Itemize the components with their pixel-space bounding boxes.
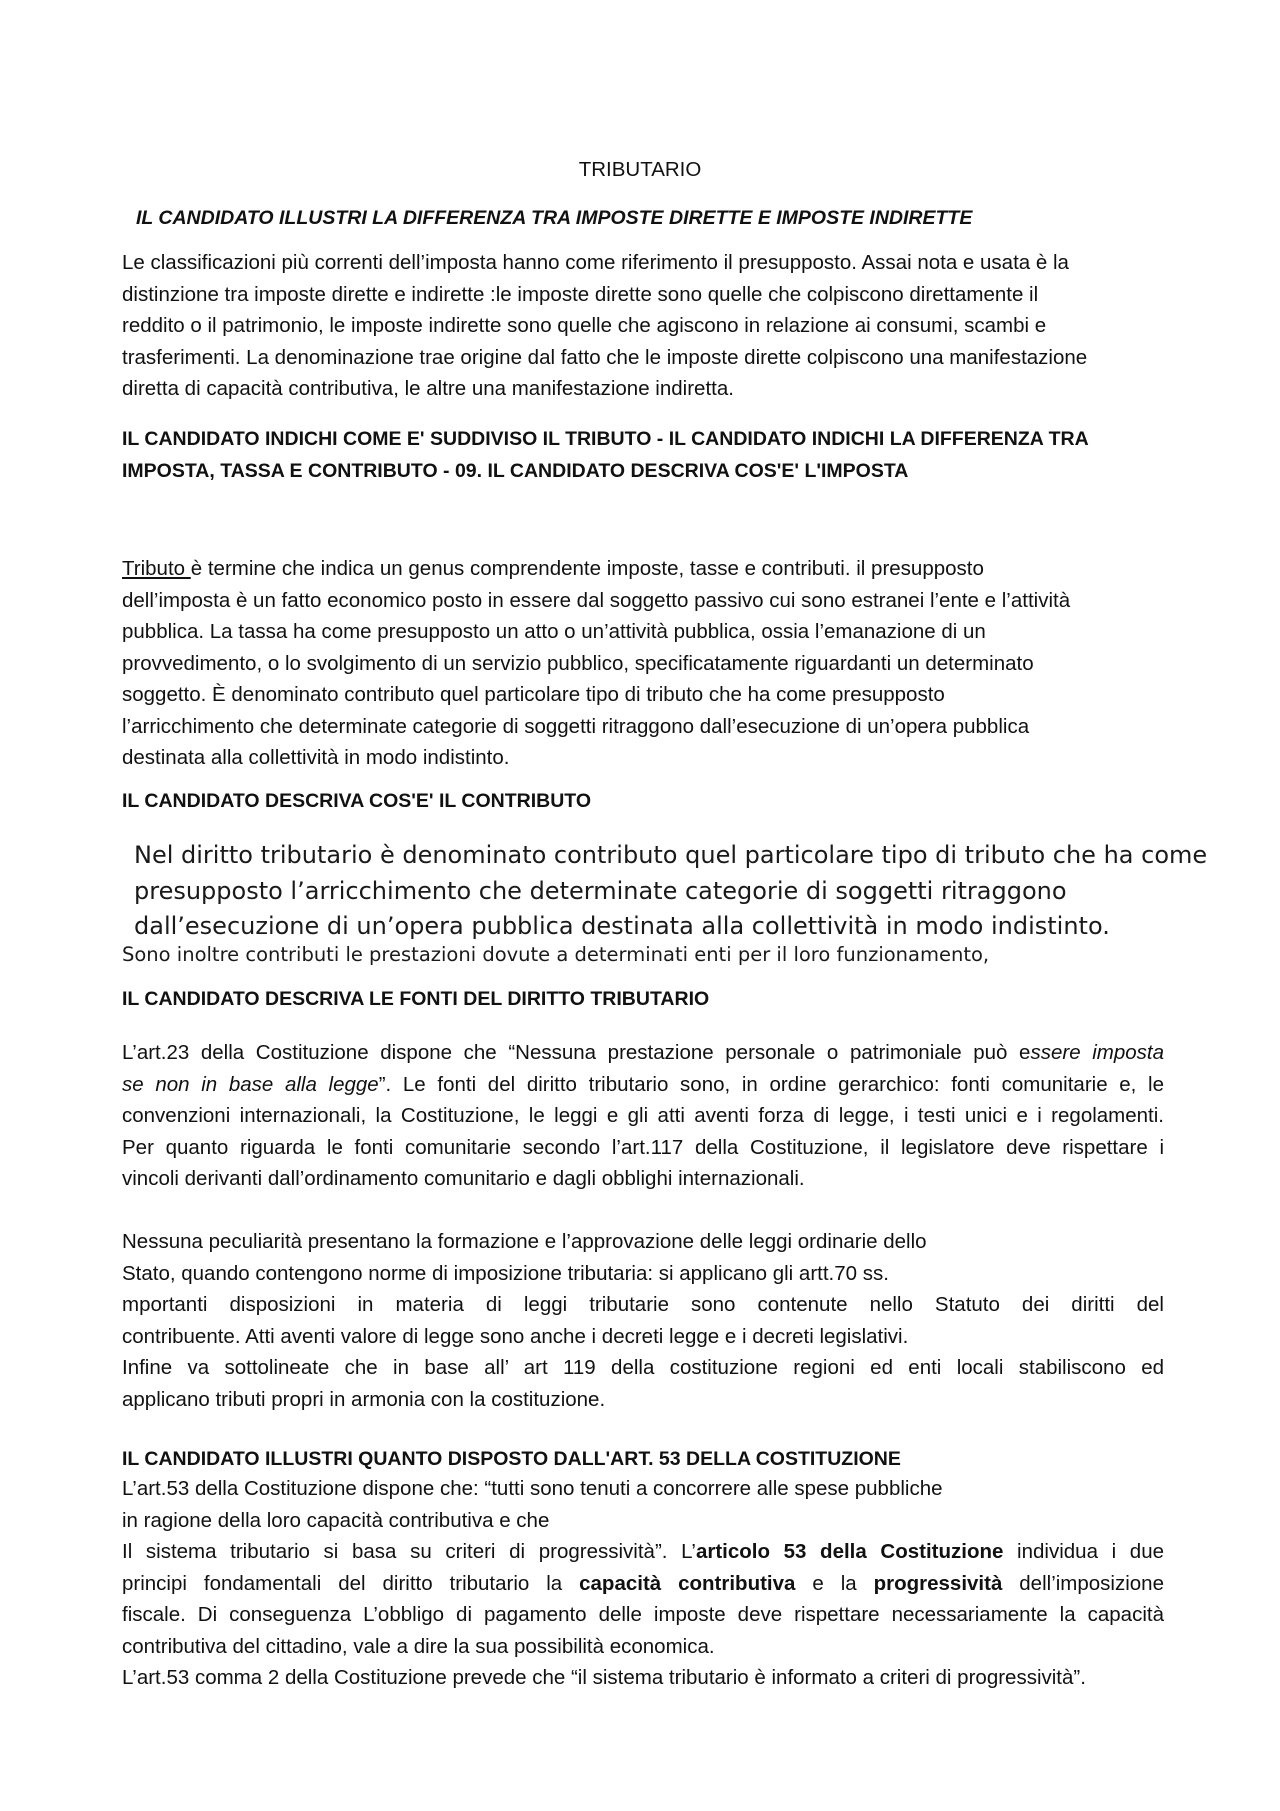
heading-contributo: IL CANDIDATO DESCRIVA COS'E' IL CONTRIBUTO [122,790,591,812]
text-line [122,553,1164,585]
text-fragment: L’art.23 della Costituzione dispone che “Nessuna prestazione personale o patrimoniale può e [122,1041,1031,1064]
text-line: vincoli derivanti dall’ordinamento comunitario e dagli obblighi internazionali. [122,1167,805,1190]
heading-fonti: IL CANDIDATO DESCRIVA LE FONTI DEL DIRITTO TRIBUTARIO [122,988,710,1010]
bold-fragment: capacità contributiva [579,1571,796,1595]
text-line: Nessuna peculiarità presentano la formazione e l’approvazione delle leggi ordinarie dello [122,1230,927,1253]
text-fragment: dell’imposizione [1002,1571,1164,1595]
term-tributo: Tributo [122,557,191,580]
text-line: soggetto. È denominato contributo quel particolare tipo di tributo che ha come presupposto [122,683,945,706]
paragraph-art-53 [122,1473,1164,1694]
text-fragment: individua i due [1003,1540,1165,1563]
text-line: fiscale. Di conseguenza L’obbligo di pagamento delle imposte deve rispettare necessariamente la capacità [122,1603,1164,1626]
text-line: reddito o il patrimonio, le imposte indirette sono quelle che agiscono in relazione ai consumi, scambi e [122,314,1047,337]
paragraph-imposte [122,247,1164,405]
text-line [122,1536,1164,1568]
text-fragment: e la [795,1571,874,1595]
text-line: Infine va sottolineate che in base all’ art 119 della costituzione regioni ed enti locali stabiliscono ed [122,1356,1164,1379]
text-line [122,1037,1164,1069]
heading-art-53: IL CANDIDATO ILLUSTRI QUANTO DISPOSTO DALL'ART. 53 DELLA COSTITUZIONE [122,1448,901,1470]
text-line: L’art.53 della Costituzione dispone che: “tutti sono tenuti a concorrere alle spese pubbliche [122,1477,943,1500]
italic-fragment: ssere imposta [1030,1041,1164,1064]
text-line: provvedimento, o lo svolgimento di un servizio pubblico, specificatamente riguardanti un determinato [122,651,1034,675]
heading-suddivisione-tributo [122,424,1164,487]
text-line: Nel diritto tributario è denominato contributo quel particolare tipo di tributo che ha come [134,841,1208,869]
paragraph-fonti [122,1037,1164,1195]
bold-fragment: progressività [873,1571,1003,1595]
text-line: applicano tributi propri in armonia con la costituzione. [122,1387,606,1411]
text-fragment: principi fondamentali del diritto tributario la [122,1571,580,1595]
text-line: presupposto l’arricchimento che determinate categorie di soggetti ritraggono [134,876,1067,905]
text-line: in ragione della loro capacità contributiva e che [122,1508,550,1532]
text-line: L’art.53 comma 2 della Costituzione prevede che “il sistema tributario è informato a criteri di progressività”. [122,1666,1086,1689]
text-line: diretta di capacità contributiva, le altre una manifestazione indiretta. [122,377,734,400]
text-line: mportanti disposizioni in materia di leggi tributarie sono contenute nello Statuto dei diritti del [122,1293,1164,1316]
text-line: contributiva del cittadino, vale a dire la sua possibilità economica. [122,1634,715,1658]
text-line [122,1568,1164,1600]
italic-fragment: se non in base alla legge [122,1072,379,1096]
text-line: l’arricchimento che determinate categorie di soggetti ritraggono dall’esecuzione di un’opera pubblica [122,714,1030,738]
text-line: Per quanto riguarda le fonti comunitarie secondo l’art.117 della Costituzione, il legislatore deve rispettare i [122,1135,1164,1159]
text-line: dall’esecuzione di un’opera pubblica destinata alla collettività in modo indistinto. [134,912,1110,940]
text-line: pubblica. La tassa ha come presupposto un atto o un’attività pubblica, ossia l’emanazione di un [122,620,986,643]
text-fragment: ”. Le fonti del diritto tributario sono, in ordine gerarchico: fonti comunitarie e, le [378,1072,1165,1096]
paragraph-contributo-large [134,838,1207,945]
heading-line: IMPOSTA, TASSA E CONTRIBUTO - 09. IL CANDIDATO DESCRIVA COS'E' L'IMPOSTA [122,459,909,482]
bold-fragment: articolo 53 della Costituzione [695,1540,1004,1563]
text-line: contribuente. Atti aventi valore di legge sono anche i decreti legge e i decreti legislativi. [122,1324,909,1348]
paragraph-leggi-ordinarie [122,1226,1164,1415]
text-fragment: è termine che indica un genus comprendente imposte, tasse e contributi. il presupposto [190,557,984,580]
text-fragment: Il sistema tributario si basa su criteri di progressività”. L’ [122,1540,696,1563]
heading-line: IL CANDIDATO INDICHI COME E' SUDDIVISO IL TRIBUTO - IL CANDIDATO INDICHI LA DIFFERENZA TRA [122,428,1089,450]
text-line: trasferimenti. La denominazione trae origine dal fatto che le imposte dirette colpiscono una manifestazione [122,345,1088,369]
document-title: TRIBUTARIO [578,158,702,181]
text-line: distinzione tra imposte dirette e indirette :le imposte dirette sono quelle che colpiscono direttamente il [122,282,1039,306]
text-line [122,1069,1164,1101]
text-line: convenzioni internazionali, la Costituzione, le leggi e gli atti aventi forza di legge, i testi unici e i regolamenti. [122,1104,1164,1127]
paragraph-contributo-small: Sono inoltre contributi le prestazioni dovute a determinati enti per il loro funzionamento, [122,943,990,966]
text-line: dell’imposta è un fatto economico posto in essere dal soggetto passivo cui sono estranei l’ente e l’attività [122,588,1071,612]
text-line: Stato, quando contengono norme di imposizione tributaria: si applicano gli artt.70 ss. [122,1261,889,1285]
paragraph-tributo [122,553,1164,774]
text-line: Le classificazioni più correnti dell’imposta hanno come riferimento il presupposto. Assai nota e usata è la [122,251,1069,274]
text-line: destinata alla collettività in modo indistinto. [122,746,510,769]
heading-imposte-dirette-indirette: IL CANDIDATO ILLUSTRI LA DIFFERENZA TRA IMPOSTE DIRETTE E IMPOSTE INDIRETTE [136,207,973,229]
